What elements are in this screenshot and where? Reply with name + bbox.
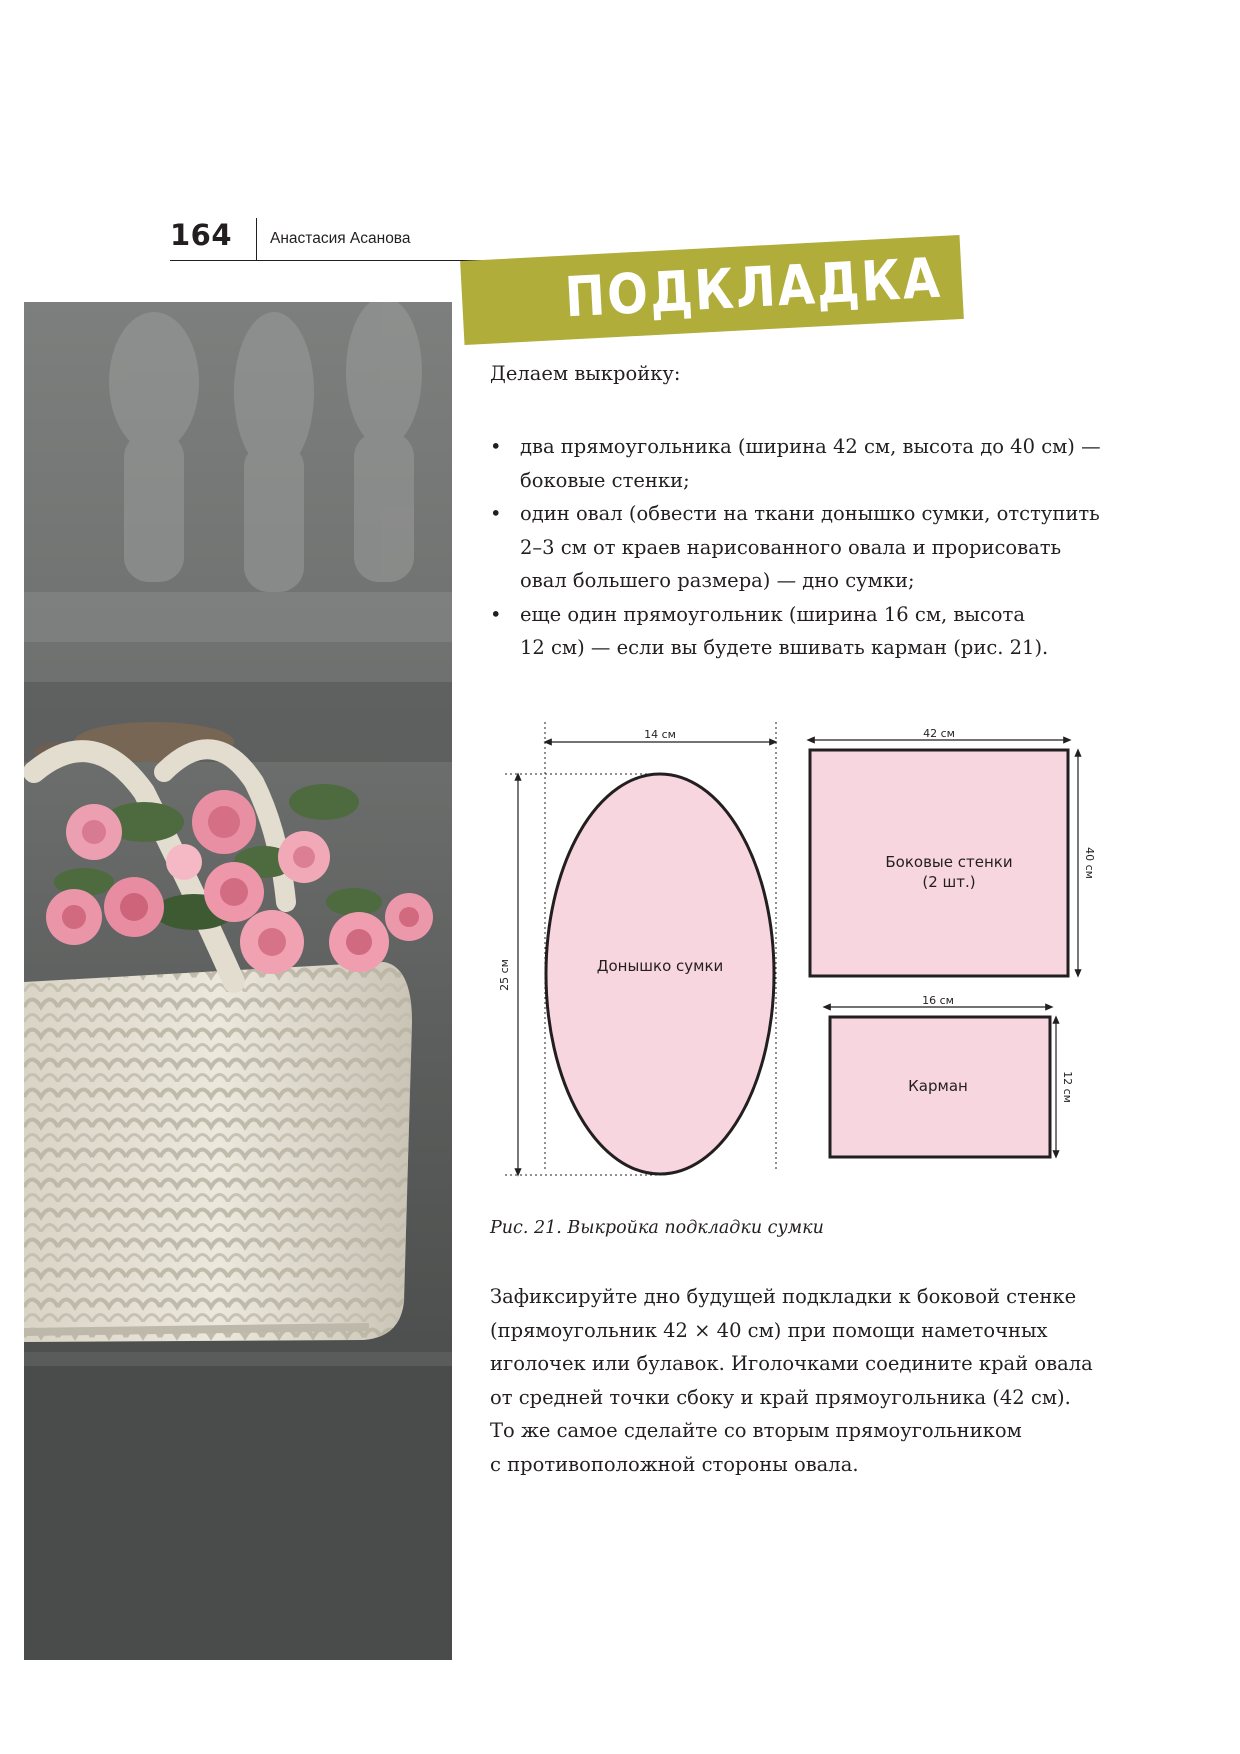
paragraph-line: То же самое сделайте со вторым прямоугольником — [490, 1419, 1022, 1442]
bullet-line: один овал (обвести на ткани донышко сумки, отступить — [520, 502, 1100, 525]
bullet-line: 2–3 см от краев нарисованного овала и прорисовать — [520, 535, 1062, 559]
list-item — [490, 430, 1110, 497]
figure-caption: Рис. 21. Выкройка подкладки сумки — [490, 1218, 824, 1238]
paragraph-line: Зафиксируйте дно будущей подкладки к боковой стенке — [490, 1285, 1077, 1308]
oval-width-label: 14 см — [644, 728, 676, 741]
paragraph-line: с противоположной стороны овала. — [490, 1452, 859, 1476]
bullet-line: еще один прямоугольник (ширина 16 см, высота — [520, 602, 1025, 626]
bullet-icon: • — [490, 602, 502, 626]
bullet-line: 12 см) — если вы будете вшивать карман (рис. 21). — [520, 636, 1049, 659]
bullet-line: боковые стенки; — [520, 468, 690, 492]
paragraph-line: (прямоугольник 42 × 40 см) при помощи наметочных — [490, 1318, 1048, 1342]
list-item — [490, 598, 1110, 665]
side-walls-label-line1: Боковые стенки — [885, 853, 1013, 871]
side-walls-height-label: 40 см — [1083, 847, 1096, 879]
basket-photo — [24, 302, 452, 1660]
pocket-height-label: 12 см — [1061, 1071, 1074, 1103]
bullet-icon: • — [490, 502, 502, 525]
author-name: Анастасия Асанова — [270, 230, 411, 247]
side-walls-label-line2: (2 шт.) — [922, 873, 976, 891]
bullet-list — [490, 430, 1110, 665]
oval-label: Донышко сумки — [596, 957, 724, 975]
bullet-line: овал большего размера) — дно сумки; — [520, 569, 915, 592]
side-walls-width-label: 42 см — [923, 727, 955, 740]
bullet-icon: • — [490, 435, 502, 458]
bullet-line: два прямоугольника (ширина 42 см, высота до 40 см) — — [520, 435, 1101, 458]
pattern-diagram — [490, 710, 1110, 1190]
pocket-label: Карман — [908, 1077, 968, 1095]
paragraph-line: от средней точки сбоку и край прямоугольника (42 см). — [490, 1385, 1071, 1409]
header-separator — [256, 218, 257, 260]
list-item — [490, 497, 1110, 598]
pocket-width-label: 16 см — [922, 994, 954, 1007]
page-number: 164 — [170, 218, 233, 252]
oval-height-label: 25 см — [498, 959, 511, 991]
intro-text: Делаем выкройку: — [490, 362, 681, 385]
instructions-paragraph — [490, 1280, 1130, 1481]
paragraph-line: иголочек или булавок. Иголочками соедините край овала — [490, 1352, 1093, 1375]
section-title: ПОДКЛАДКА — [563, 246, 944, 331]
